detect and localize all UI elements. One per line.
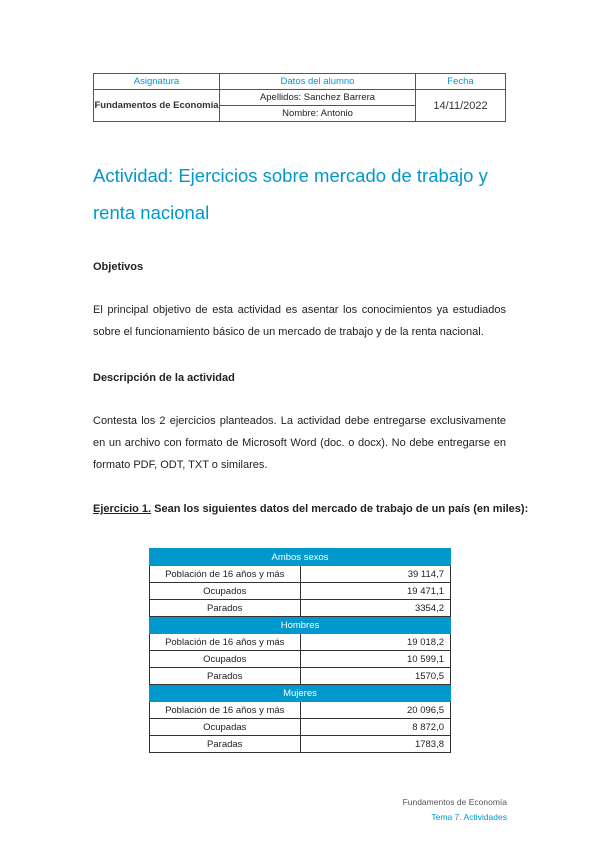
table-row bbox=[150, 651, 451, 668]
table-row bbox=[150, 634, 451, 651]
section-title: Hombres bbox=[150, 617, 451, 634]
row-label: Población de 16 años y más bbox=[150, 566, 301, 583]
labor-market-table bbox=[149, 548, 451, 753]
header-table bbox=[93, 73, 506, 122]
subject-value: Fundamentos de Economía bbox=[94, 90, 220, 122]
table-row bbox=[150, 719, 451, 736]
row-label: Ocupados bbox=[150, 583, 301, 600]
exercise-1-text: Sean los siguientes datos del mercado de trabajo de un país (en miles): bbox=[151, 503, 529, 515]
row-label: Población de 16 años y más bbox=[150, 702, 301, 719]
row-value: 10 599,1 bbox=[300, 651, 451, 668]
row-label: Parados bbox=[150, 668, 301, 685]
student-surnames: Apellidos: Sanchez Barrera bbox=[220, 90, 416, 106]
exercise-1-heading bbox=[93, 503, 528, 515]
footer-topic: Tema 7. Actividades bbox=[431, 812, 507, 822]
table-row bbox=[150, 736, 451, 753]
row-value: 20 096,5 bbox=[300, 702, 451, 719]
objectives-text: El principal objetivo de esta actividad es asentar los conocimientos ya estudiados sobre el funcionamiento básico de un mercado de trabajo y de la renta nacional. bbox=[93, 304, 506, 338]
row-value: 19 471,1 bbox=[300, 583, 451, 600]
table-row bbox=[150, 566, 451, 583]
row-label: Parados bbox=[150, 600, 301, 617]
exercise-1-label: Ejercicio 1. bbox=[93, 503, 152, 515]
row-value: 1783,8 bbox=[300, 736, 451, 753]
row-label: Paradas bbox=[150, 736, 301, 753]
table-section-header bbox=[150, 549, 451, 566]
section-title: Ambos sexos bbox=[150, 549, 451, 566]
row-label: Población de 16 años y más bbox=[150, 634, 301, 651]
description-heading: Descripción de la actividad bbox=[93, 372, 235, 384]
section-title: Mujeres bbox=[150, 685, 451, 702]
description-text: Contesta los 2 ejercicios planteados. La actividad debe entregarse exclusivamente en un archivo con formato de Microsoft Word (doc. o docx). No debe entregarse en formato PDF, ODT, TXT o similares. bbox=[93, 415, 506, 471]
header-student-label: Datos del alumno bbox=[220, 74, 416, 90]
row-label: Ocupadas bbox=[150, 719, 301, 736]
header-date-label: Fecha bbox=[416, 74, 506, 90]
student-name: Nombre: Antonio bbox=[220, 106, 416, 122]
row-value: 39 114,7 bbox=[300, 566, 451, 583]
table-row bbox=[150, 600, 451, 617]
row-value: 8 872,0 bbox=[300, 719, 451, 736]
page-title: Actividad: Ejercicios sobre mercado de trabajo y renta nacional bbox=[93, 165, 488, 223]
table-row bbox=[150, 702, 451, 719]
table-section-header bbox=[150, 617, 451, 634]
row-value: 3354,2 bbox=[300, 600, 451, 617]
objectives-heading: Objetivos bbox=[93, 261, 144, 273]
header-subject-label: Asignatura bbox=[94, 74, 220, 90]
table-row bbox=[150, 668, 451, 685]
row-value: 1570,5 bbox=[300, 668, 451, 685]
footer-course: Fundamentos de Economía bbox=[402, 797, 507, 807]
row-value: 19 018,2 bbox=[300, 634, 451, 651]
row-label: Ocupados bbox=[150, 651, 301, 668]
table-section-header bbox=[150, 685, 451, 702]
table-row bbox=[150, 583, 451, 600]
date-value: 14/11/2022 bbox=[416, 90, 506, 122]
